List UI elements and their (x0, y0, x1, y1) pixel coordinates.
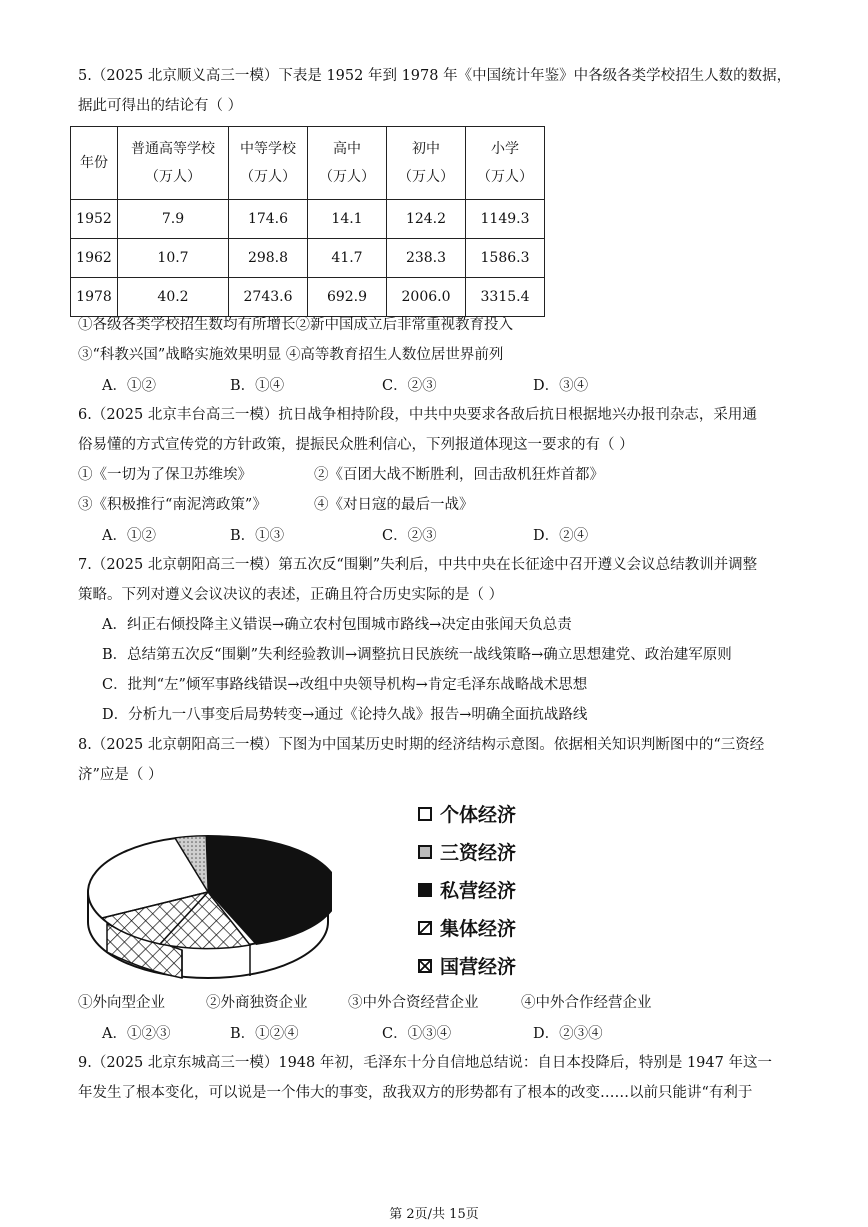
q8-option-d[interactable]: D．②③④ (533, 1026, 603, 1042)
q8-stem-line2: 济”应是（ ） (78, 767, 163, 783)
legend-label: 私营经济 (440, 880, 517, 902)
q6-statement-3: ③《积极推行“南泥湾政策”》 (78, 497, 267, 513)
legend-swatch-white (418, 807, 432, 821)
q8-option-b[interactable]: B．①②④ (230, 1026, 299, 1042)
table-cell: 14.1 (308, 200, 387, 239)
q6-stem-line1: 6.（2025 北京丰台高三一模）抗日战争相持阶段，中共中央要求各敌后抗日根据地兴办报刊杂志，采用通 (78, 407, 757, 423)
table-cell: 1952 (71, 200, 118, 239)
legend-individual (418, 800, 516, 827)
enrollment-table (70, 126, 545, 317)
q6-statement-4: ④《对日寇的最后一战》 (314, 497, 474, 513)
header-primary: 小学 （万人） (466, 127, 545, 200)
q8-statement-2: ②外商独资企业 (206, 995, 308, 1011)
q6-statement-2: ②《百团大战不断胜利，回击敌机狂炸首都》 (314, 467, 604, 483)
table-cell: 1586.3 (466, 239, 545, 278)
legend-private (418, 876, 516, 903)
q5-stem-line1: 5.（2025 北京顺义高三一模）下表是 1952 年到 1978 年《中国统计年鉴》中各级各类学校招生人数的数据， (78, 68, 792, 84)
q5-statements-line2: ③“科教兴国”战略实施效果明显 ④高等教育招生人数位居世界前列 (78, 347, 504, 363)
legend-label: 三资经济 (440, 842, 517, 864)
table-row (71, 239, 545, 278)
q8-option-c[interactable]: C．①③④ (382, 1026, 452, 1042)
table-cell: 2006.0 (387, 278, 466, 317)
table-cell: 3315.4 (466, 278, 545, 317)
legend-swatch-diagonal (418, 921, 432, 935)
q7-option-c[interactable]: C．批判“左”倾军事路线错误→改组中央领导机构→肯定毛泽东战略战术思想 (102, 677, 588, 693)
legend-label: 国营经济 (440, 956, 517, 978)
table-row (71, 200, 545, 239)
legend-label: 个体经济 (440, 804, 517, 826)
q7-option-b[interactable]: B．总结第五次反“围剿”失利经验教训→调整抗日民族统一战线策略→确立思想建党、政治建军原则 (102, 647, 732, 663)
q8-stem-line1: 8.（2025 北京朝阳高三一模）下图为中国某历史时期的经济结构示意图。依据相关知识判断图中的“三资经 (78, 737, 765, 753)
q5-option-a[interactable]: A．①② (102, 378, 156, 394)
header-high-school: 高中 （万人） (308, 127, 387, 200)
table-cell: 2743.6 (229, 278, 308, 317)
q8-statement-1: ①外向型企业 (78, 995, 165, 1011)
table-cell: 10.7 (118, 239, 229, 278)
q9-stem-line1: 9.（2025 北京东城高三一模）1948 年初，毛泽东十分自信地总结说：自日本投降后，特别是 1947 年这一 (78, 1055, 772, 1071)
legend-three-capital (418, 838, 516, 865)
q6-option-d[interactable]: D．②④ (533, 528, 589, 544)
q8-option-a[interactable]: A．①②③ (102, 1026, 171, 1042)
table-cell: 174.6 (229, 200, 308, 239)
table-row (71, 278, 545, 317)
q6-statement-1: ①《一切为了保卫苏维埃》 (78, 467, 252, 483)
q7-option-a[interactable]: A．纠正右倾投降主义错误→确立农村包围城市路线→决定由张闻天负总责 (102, 617, 572, 633)
table-cell: 298.8 (229, 239, 308, 278)
header-secondary: 中等学校 （万人） (229, 127, 308, 200)
q7-stem-line2: 策略。下列对遵义会议决议的表述，正确且符合历史实际的是（ ） (78, 587, 504, 603)
table-cell: 1978 (71, 278, 118, 317)
table-cell: 1962 (71, 239, 118, 278)
table-cell: 692.9 (308, 278, 387, 317)
legend-swatch-crosshatch (418, 959, 432, 973)
header-junior-high: 初中 （万人） (387, 127, 466, 200)
legend-label: 集体经济 (440, 918, 517, 940)
header-higher-ed: 普通高等学校 （万人） (118, 127, 229, 200)
table-cell: 1149.3 (466, 200, 545, 239)
q6-stem-line2: 俗易懂的方式宣传党的方针政策，提振民众胜利信心，下列报道体现这一要求的有（ ） (78, 437, 634, 453)
q8-statement-4: ④中外合作经营企业 (521, 995, 652, 1011)
q7-option-d[interactable]: D．分析九一八事变后局势转变→通过《论持久战》报告→明确全面抗战路线 (102, 707, 588, 723)
q5-option-d[interactable]: D．③④ (533, 378, 589, 394)
q6-option-a[interactable]: A．①② (102, 528, 156, 544)
q5-option-c[interactable]: C．②③ (382, 378, 437, 394)
q7-stem-line1: 7.（2025 北京朝阳高三一模）第五次反“围剿”失利后，中共中央在长征途中召开遵义会议总结教训并调整 (78, 557, 758, 573)
legend-state-owned (418, 952, 516, 979)
page-footer: 第 2页/共 15页 (389, 1207, 479, 1222)
q8-statement-3: ③中外合资经营企业 (348, 995, 479, 1011)
legend-collective (418, 914, 516, 941)
table-cell: 124.2 (387, 200, 466, 239)
header-year: 年份 (71, 127, 118, 200)
table-cell: 7.9 (118, 200, 229, 239)
table-header-row (71, 127, 545, 200)
legend-swatch-dotted (418, 845, 432, 859)
table-cell: 40.2 (118, 278, 229, 317)
economic-structure-pie-figure (82, 800, 517, 985)
table-cell: 41.7 (308, 239, 387, 278)
q6-option-c[interactable]: C．②③ (382, 528, 437, 544)
q5-statements-line1: ①各级各类学校招生数均有所增长②新中国成立后非常重视教育投入 (78, 317, 513, 333)
pie-chart-3d (82, 800, 332, 985)
q5-stem-line2: 据此可得出的结论有（ ） (78, 98, 243, 114)
legend-swatch-black (418, 883, 432, 897)
q6-option-b[interactable]: B．①③ (230, 528, 285, 544)
q5-option-b[interactable]: B．①④ (230, 378, 285, 394)
q9-stem-line2: 年发生了根本变化，可以说是一个伟大的事变，敌我双方的形势都有了根本的改变……以前只能讲“有利于 (78, 1085, 753, 1101)
table-cell: 238.3 (387, 239, 466, 278)
